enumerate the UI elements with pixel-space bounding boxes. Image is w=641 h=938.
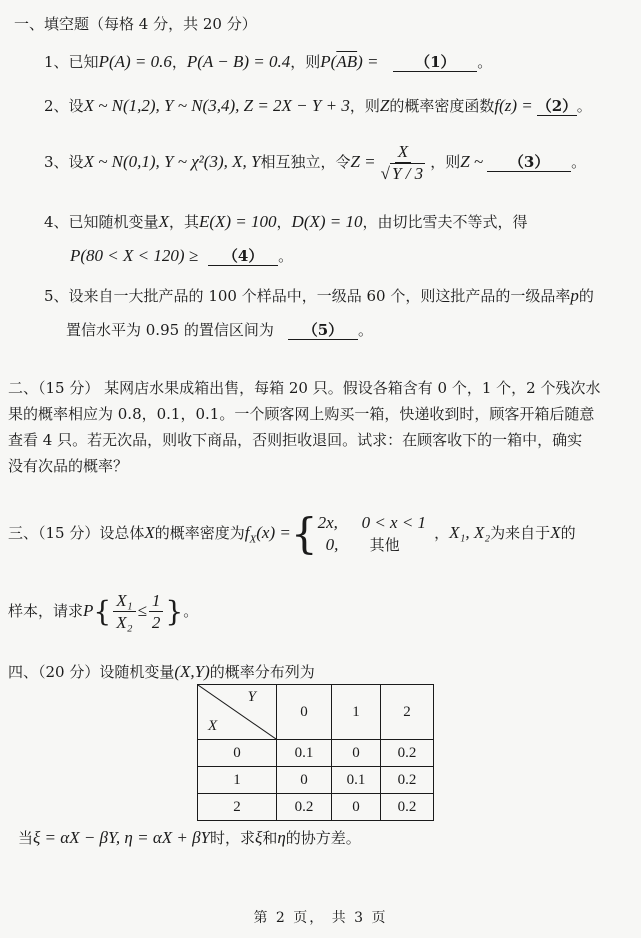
table-cell: 0 <box>332 794 381 821</box>
section-4-question: 当ξ = αX − βY, η = αX + βY时，求ξ和η的协方差。 <box>18 828 361 847</box>
table-row <box>198 767 434 794</box>
section-2-line-4: 没有次品的概率？ <box>8 457 129 475</box>
col-header: 0 <box>277 685 332 740</box>
table-cell: 0.2 <box>381 794 434 821</box>
section-3-line-1: 三、（15 分）设总体X的概率密度为$f_X(x)$ ={ 2x, 0 < x < 1 0, 其他 ，X₁, X₂为来自于X的 <box>8 509 576 558</box>
section-2-line-2: 果的概率相应为 0.8，0.1，0.1。一个顾客网上购买一箱，快递收到时，顾客开箱后随意 <box>8 405 595 423</box>
table-cell: 0.2 <box>277 794 332 821</box>
table-cell: 0.2 <box>381 767 434 794</box>
question-1: 1、已知P(A) = 0.6，P(A − B) = 0.4，则$P(\overline{AB}) = (1)$ 。 <box>44 52 493 71</box>
joint-distribution-table <box>197 684 434 821</box>
table-cell: 0 <box>332 740 381 767</box>
table-cell: 0.1 <box>332 767 381 794</box>
question-5-line-2: 置信水平为 0.95 的置信区间为 （5） 。 <box>66 321 373 339</box>
table-corner-cell: Y X <box>198 685 277 740</box>
question-3: 3、设X ~ N(0,1), Y ~ χ²(3), X, Y相互独立，令Z = $\frac{X}{√ Y / 3}$ ，则Z ~ （3） 。 <box>44 141 587 183</box>
row-header: 2 <box>198 794 277 821</box>
table-row <box>198 740 434 767</box>
blank-3: （3） <box>487 153 571 172</box>
section-4-title: 四、（20 分）设随机变量(X,Y)的概率分布列为 <box>8 662 315 681</box>
piecewise-brace: { <box>290 509 318 558</box>
section-3-line-2: 样本，请求P{ $\frac{\text{X₁}}{\text{X₂}}$ ≤ $\frac{1}{2}$ }。 <box>8 590 199 632</box>
section-1-title: 一、填空题（每格 4 分，共 20 分） <box>14 15 257 33</box>
piecewise-cases: 2x, 0 < x < 1 0, 其他 <box>317 513 427 554</box>
blank-5: （5） <box>288 321 358 340</box>
question-4-line-2: P(80 < X < 120) ≥ （4） 。 <box>70 246 294 265</box>
blank-4: （4） <box>208 247 278 266</box>
table-row <box>198 794 434 821</box>
table-cell: 0.1 <box>277 740 332 767</box>
table-cell: 0 <box>277 767 332 794</box>
table-cell: 0.2 <box>381 740 434 767</box>
row-header: 1 <box>198 767 277 794</box>
table-header-row <box>198 685 434 740</box>
question-4-line-1: 4、已知随机变量X，其E(X) = 100，D(X) = 10，由切比雪夫不等式，得 <box>44 212 528 231</box>
section-2-line-3: 查看 4 只。若无次品，则收下商品，否则拒收退回。试求：在顾客收下的一箱中，确实 <box>8 431 583 449</box>
question-2: 2、设X ~ N(1,2), Y ~ N(3,4), Z = 2X − Y + 3，则Z的概率密度函数f(z) = （2）。 <box>44 96 592 115</box>
page-number: 第 2 页， 共 3 页 <box>253 910 388 926</box>
col-header: 2 <box>381 685 434 740</box>
col-header: 1 <box>332 685 381 740</box>
blank-1: （1） <box>393 53 477 72</box>
question-5-line-1: 5、设来自一大批产品的 100 个样品中，一级品 60 个，则这批产品的一级品率p的 <box>44 286 594 305</box>
section-2-line-1: 二、（15 分） 某网店水果成箱出售，每箱 20 只。假设各箱含有 0 个，1 个，2 个残次水 <box>8 379 601 397</box>
blank-2: （2） <box>536 97 578 115</box>
fraction-x-over-sqrt: $\frac{X}{√ Y / 3}$ <box>380 141 424 183</box>
row-header: 0 <box>198 740 277 767</box>
